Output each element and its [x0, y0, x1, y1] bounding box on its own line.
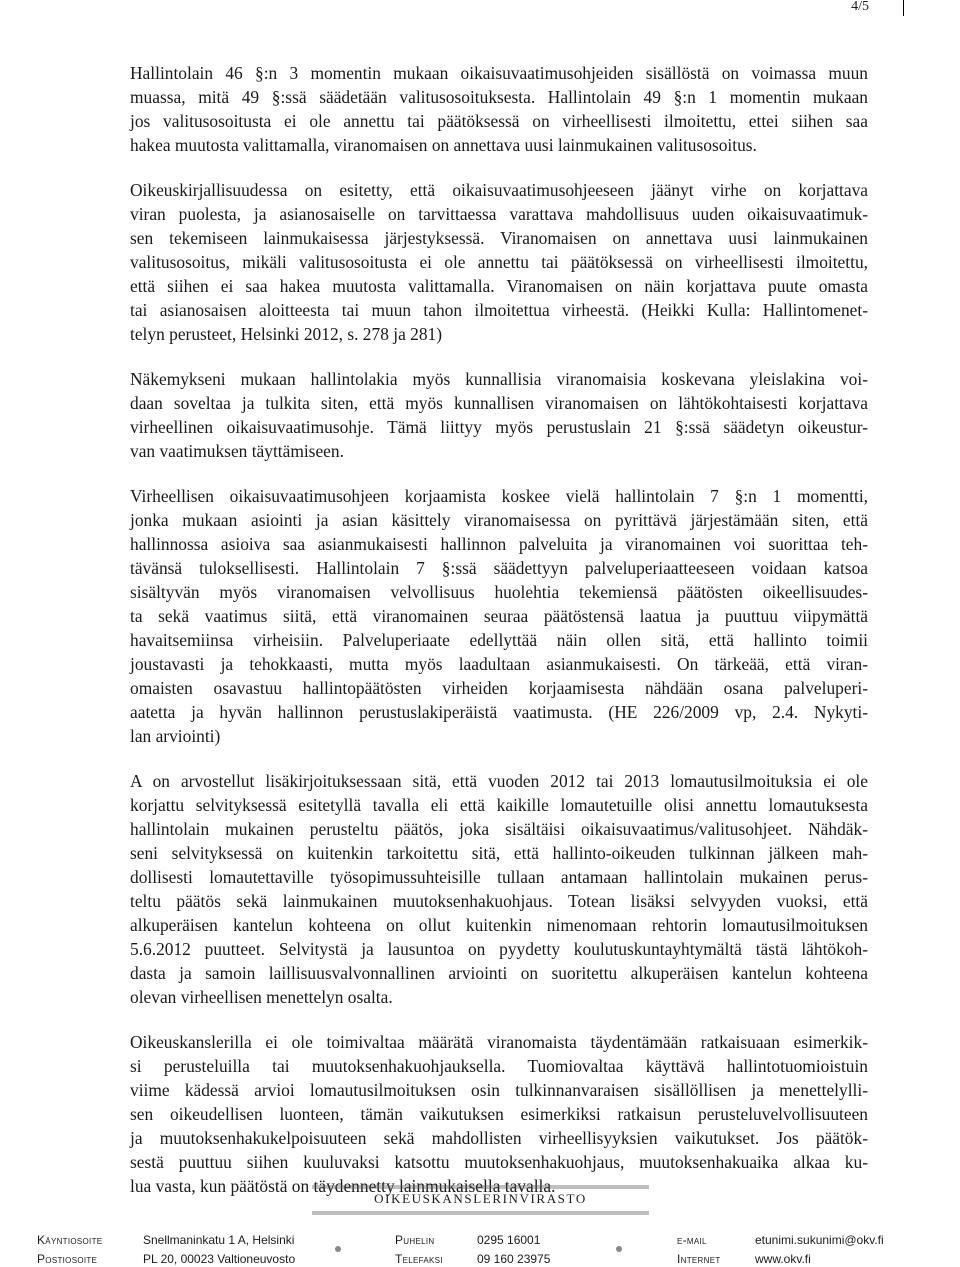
text-line: muassa, mitä 49 §:ssä säädetään valitusosoituksesta. Hallintolain 49 §:n 1 momentin mukaan	[130, 87, 868, 107]
text-line: ja muutoksenhakukelpoisuuteen sekä mahdollisten virheellisyyksien vaikutukset. Jos päätök-	[130, 1128, 868, 1148]
text-line: A on arvostellut lisäkirjoituksessaan sitä, että vuoden 2012 tai 2013 lomautusilmoituksia ei ole	[130, 771, 868, 791]
text-line: Oikeuskanslerilla ei ole toimivaltaa määrätä viranomaista täydentämään ratkaisuaan esimerkik-	[130, 1032, 868, 1052]
fax-value: 09 160 23975	[477, 1252, 551, 1266]
logo-rule-bottom	[312, 1211, 649, 1215]
text-line: virheellinen oikaisuvaatimusohje. Tämä liittyy myös perustuslain 21 §:ssä säädetyn oikeustur-	[130, 417, 868, 437]
office-logo	[312, 1183, 649, 1217]
text-line: ta sekä vaatimus siitä, että viranomainen seuraa päätöstensä laatua ja puuttuu viipymättä	[130, 606, 868, 626]
text-line: jos valitusosoitusta ei ole annettu tai päätöksessä on virheellisesti ilmoitettu, ettei siihen saa	[130, 111, 868, 131]
text-line: hallinnossa asioiva saa asianmukaisesti hallinnon palveluita ja viranomainen voi suorittaa teh-	[130, 534, 868, 554]
text-line: teltu päätös sekä lainmukainen muutoksenhakuohjaus. Totean lisäksi selvyyden vuoksi, että	[130, 891, 868, 911]
text-line: sen tekemiseen lainmukaisessa järjestyksessä. Viranomaisen on annettava uusi lainmukainen	[130, 228, 868, 248]
paragraph	[130, 178, 868, 346]
paragraph	[130, 769, 868, 1009]
text-line: tävänsä tuloksellisesti. Hallintolain 7 §:ssä säädettyyn palveluperiaatteeseen voidaan katsoa	[130, 558, 868, 578]
paragraph	[130, 61, 868, 157]
text-line: että siihen ei saa hakea muutosta valittamalla. Viranomaisen on näin korjattava puute omasta	[130, 276, 868, 296]
separator-dot-icon	[335, 1246, 341, 1252]
text-line: valitusosoitus, mikäli valitusosoitusta ei ole annettu tai päätöksessä on virheellisesti ilmoitettu,	[130, 252, 868, 272]
fax-label: Telefaksi	[395, 1252, 443, 1266]
text-line: aatetta ja hyvän hallinnon perustuslakiperäistä vaatimusta. (HE 226/2009 vp, 2.4. Nykyti-	[130, 702, 868, 722]
text-line: Hallintolain 46 §:n 3 momentin mukaan oikaisuvaatimusohjeiden sisällöstä on voimassa muun	[130, 63, 868, 83]
text-line: hakea muutosta valittamalla, viranomaisen on annettava uusi lainmukainen valitusosoitus.	[130, 135, 757, 155]
phone-label: Puhelin	[395, 1233, 435, 1247]
text-line: van vaatimuksen täyttämiseen.	[130, 441, 344, 461]
text-line: lan arviointi)	[130, 726, 221, 746]
text-line: sisältyvän myös viranomaisen velvollisuus huolehtia tekemiensä päätösten oikeellisuudes-	[130, 582, 868, 602]
text-line: dasta ja samoin laillisuusvalvonnallinen arviointi on suoritettu alkuperäisen kantelun kohteena	[130, 963, 868, 983]
text-line: jonka mukaan asiointi ja asian käsittely viranomaisessa on pyrittävä järjestämään siten, että	[130, 510, 868, 530]
text-line: 5.6.2012 puutteet. Selvitystä ja lausuntoa on pyydetty koulutuskuntayhtymältä tästä lähtökoh-	[130, 939, 868, 959]
text-line: sen oikeudellisen luonteen, tämän vaikutuksen esimerkiksi ratkaisun perusteluvelvollisuuteen	[130, 1104, 868, 1124]
footer	[0, 1229, 960, 1267]
visit-address-value: Snellmaninkatu 1 A, Helsinki	[143, 1233, 295, 1247]
visit-address-label: Käyntiosoite	[37, 1233, 103, 1247]
separator-dot-icon	[616, 1246, 622, 1252]
document-body	[130, 61, 868, 1219]
text-line: tai asianosaisen aloitteesta tai muun tahon ilmoitettua virheestä. (Heikki Kulla: Hallintomenet-	[130, 300, 868, 320]
phone-value: 0295 16001	[477, 1233, 541, 1247]
page-number-rule	[903, 0, 960, 16]
text-line: seni selvityksessä on kuitenkin tarkoitettu sitä, että hallinto-oikeuden tulkinnan jälkeen mah-	[130, 843, 868, 863]
text-line: si perusteluilla tai muutoksenhakuohjauksella. Tuomiovaltaa käyttävä hallintotuomioistuin	[130, 1056, 868, 1076]
email-link[interactable]: etunimi.sukunimi@okv.fi	[755, 1233, 884, 1247]
text-line: telyn perusteet, Helsinki 2012, s. 278 ja 281)	[130, 324, 443, 344]
postal-address-label: Postiosoite	[37, 1252, 98, 1266]
paragraph	[130, 367, 868, 463]
text-line: daan soveltaa ja tulkita siten, että myös kunnallisen viranomaisen on lähtökohtaisesti korjattava	[130, 393, 868, 413]
postal-address-value: PL 20, 00023 Valtioneuvosto	[143, 1252, 296, 1266]
text-line: alkuperäisen kantelun kohteena on ollut kuitenkin nimenomaan rehtorin lomautusilmoituksen	[130, 915, 868, 935]
text-line: Virheellisen oikaisuvaatimusohjeen korjaamista koskee vielä hallintolain 7 §:n 1 momentti,	[130, 486, 868, 506]
text-line: hallintolain mukainen perusteltu päätös, joka sisältäisi oikaisuvaatimus/valitusohjeet. Nähdäk-	[130, 819, 868, 839]
text-line: dollisesti lomautettaville työsopimussuhteisille tullaan antamaan hallintolain mukainen perus-	[130, 867, 868, 887]
paragraph	[130, 1030, 868, 1198]
text-line: havaitsemiinsa virheisiin. Palveluperiaate edellyttää näin ollen sitä, että hallinto toimii	[130, 630, 868, 650]
text-line: lua vasta, kun päätöstä on täydennetty lainmukaisella tavalla.	[130, 1176, 556, 1196]
text-line: sestä puuttuu siihen kuuluvaksi katsottu muutoksenhakuohjaus, muutoksenhakuaika alkaa ku-	[130, 1152, 868, 1172]
text-line: viran puolesta, ja asianosaiselle on tarvittaessa varattava mahdollisuus uuden oikaisuvaatimuk-	[130, 204, 868, 224]
website-label: Internet	[677, 1252, 721, 1266]
logo-rule-top	[312, 1185, 649, 1189]
text-line: viime kädessä arvioi lomautusilmoituksen osin tulkinnanvaraisen sisällöllisen ja menettelylli-	[130, 1080, 868, 1100]
text-line: joustavasti ja tehokkaasti, mutta myös laadultaan asianmukaisesti. On tärkeää, että viran-	[130, 654, 868, 674]
website-link[interactable]: www.okv.fi	[755, 1252, 811, 1266]
text-line: korjattu selvityksessä esitetyllä tavalla eli että kaikille lomautetuille olisi annettu lomautuksesta	[130, 795, 868, 815]
text-line: Oikeuskirjallisuudessa on esitetty, että oikaisuvaatimusohjeeseen jäänyt virhe on korjattava	[130, 180, 868, 200]
text-line: Näkemykseni mukaan hallintolakia myös kunnallisia viranomaisia koskevana yleislakina voi-	[130, 369, 868, 389]
text-line: olevan virheellisen menettelyn osalta.	[130, 987, 393, 1007]
text-line: omaisten osavastuu hallintopäätösten virheiden korjaamisesta nähdään osana palveluperi-	[130, 678, 868, 698]
page-number: 4/5	[851, 0, 869, 14]
paragraph	[130, 484, 868, 748]
email-label: e-mail	[677, 1233, 707, 1247]
logo-text: OIKEUSKANSLERINVIRASTO	[374, 1191, 587, 1206]
